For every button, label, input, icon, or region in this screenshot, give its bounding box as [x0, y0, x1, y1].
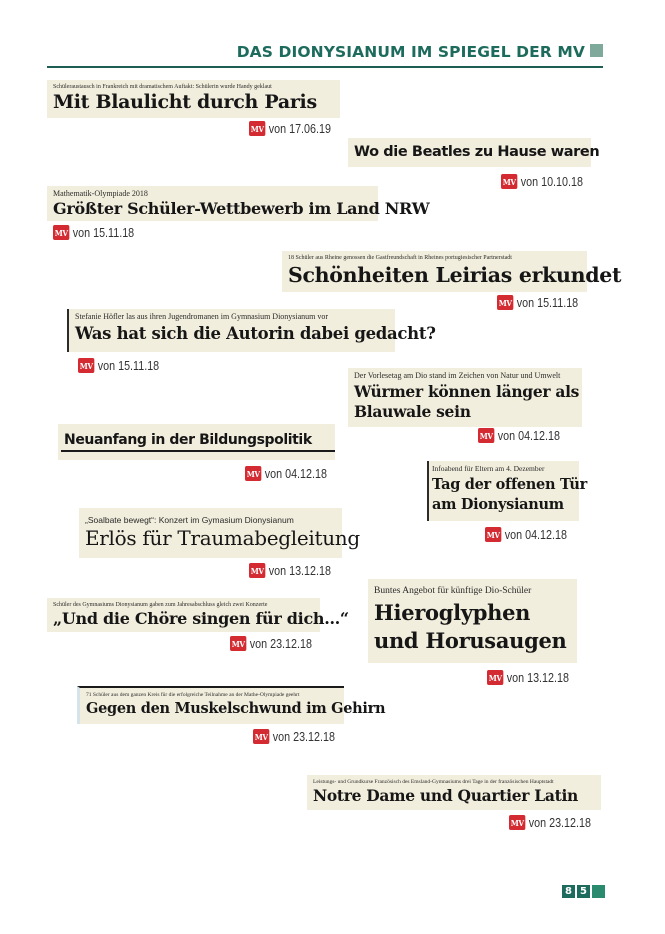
- clip-mathe-olympiade: [47, 186, 430, 221]
- clip-source: [485, 527, 567, 542]
- clip-headline-line-2: am Dionysianum: [432, 496, 564, 513]
- clip-muskelschwund: [77, 686, 386, 724]
- clip-date: von 23.12.18: [249, 636, 312, 651]
- clip-source: [245, 466, 327, 481]
- mv-logo-icon: MV: [509, 815, 525, 830]
- clip-source: [53, 225, 134, 240]
- clip-headline-line-1: Tag der offenen Tür: [432, 476, 587, 493]
- mv-logo-icon: MV: [478, 428, 494, 443]
- clip-beatles: [348, 138, 600, 167]
- clip-headline: Wo die Beatles zu Hause waren: [354, 144, 600, 160]
- mv-logo-icon: MV: [249, 563, 265, 578]
- mv-logo-icon: MV: [253, 729, 269, 744]
- clip-source: [230, 636, 312, 651]
- header-square-icon: [590, 44, 603, 57]
- clip-headline: Größter Schüler-Wettbewerb im Land NRW: [53, 199, 430, 218]
- clip-headline: Mit Blaulicht durch Paris: [53, 91, 317, 113]
- clip-hieroglyphen: [368, 579, 577, 663]
- clip-date: von 15.11.18: [72, 225, 135, 240]
- clip-headline: Schönheiten Leirias erkundet: [288, 263, 622, 287]
- clip-source: [249, 121, 331, 136]
- clip-headline-line-2: und Horusaugen: [374, 628, 567, 653]
- page-title: DAS DIONYSIANUM IM SPIEGEL DER MV: [236, 43, 585, 61]
- clip-kicker: 71 Schüler aus dem ganzen Kreis für die erfolgreiche Teilnahme an der Mathe-Olympiade geehrt: [86, 692, 300, 698]
- clip-wuermer: [348, 368, 582, 427]
- clip-date: von 17.06.19: [268, 121, 331, 136]
- page-number-digit: 5: [577, 885, 590, 898]
- clip-headline-line-2: Blauwale sein: [354, 402, 471, 421]
- mv-logo-icon: MV: [249, 121, 265, 136]
- clip-source: [253, 729, 335, 744]
- clip-headline: Neuanfang in der Bildungspolitik: [61, 430, 335, 452]
- clip-tag-offene-tuer: [427, 461, 587, 521]
- page-number-digit: 8: [562, 885, 575, 898]
- clip-source: [249, 563, 331, 578]
- clip-kicker: Schüler des Gymnasiums Dionysianum gaben zum Jahresabschluss gleich zwei Konzerte: [53, 602, 268, 608]
- clip-traumabegleitung: [79, 508, 360, 558]
- clip-source: [487, 670, 569, 685]
- page-number: [562, 885, 605, 898]
- clip-headline: Gegen den Muskelschwund im Gehirn: [86, 700, 386, 717]
- clip-date: von 15.11.18: [97, 358, 160, 373]
- clip-headline-line-1: Würmer können länger als: [354, 382, 580, 401]
- mv-logo-icon: MV: [53, 225, 69, 240]
- clip-headline: Erlös für Traumabegleitung: [85, 526, 360, 550]
- clip-source: [478, 428, 560, 443]
- clip-date: von 10.10.18: [520, 174, 583, 189]
- clip-bildungspolitik: [58, 424, 335, 460]
- clip-headline: „Und die Chöre singen für dich…“: [53, 609, 349, 628]
- mv-logo-icon: MV: [487, 670, 503, 685]
- clip-date: von 13.12.18: [268, 563, 331, 578]
- clip-choere: [47, 598, 349, 632]
- clip-date: von 23.12.18: [272, 729, 335, 744]
- clip-kicker: Der Vorlesetag am Dio stand im Zeichen von Natur und Umwelt: [354, 371, 561, 380]
- mv-logo-icon: MV: [78, 358, 94, 373]
- mv-logo-icon: MV: [230, 636, 246, 651]
- clip-date: von 04.12.18: [497, 428, 560, 443]
- clip-autorin: [67, 309, 436, 352]
- clip-source: [78, 358, 159, 373]
- clip-source: [497, 295, 578, 310]
- clip-date: von 04.12.18: [504, 527, 567, 542]
- mv-logo-icon: MV: [497, 295, 513, 310]
- clip-kicker: Leistungs- und Grundkurse Französisch des Emsland-Gymnasiums drei Tage in der französischen Hauptstadt: [313, 779, 554, 785]
- clip-headline: Notre Dame und Quartier Latin: [313, 786, 579, 805]
- clip-source: [501, 174, 583, 189]
- clip-source: [509, 815, 591, 830]
- clip-headline: Was hat sich die Autorin dabei gedacht?: [75, 324, 436, 343]
- mv-logo-icon: MV: [501, 174, 517, 189]
- clip-date: von 23.12.18: [528, 815, 591, 830]
- mv-logo-icon: MV: [245, 466, 261, 481]
- clip-kicker: Schüleraustausch in Frankreich mit dramatischem Auftakt: Schülerin wurde Handy geklaut: [53, 84, 272, 90]
- clip-kicker: Stefanie Höfler las aus ihren Jugendromanen im Gymnasium Dionysianum vor: [75, 312, 329, 321]
- clip-date: von 15.11.18: [516, 295, 579, 310]
- clip-leiria: [282, 251, 622, 292]
- page-header: [47, 38, 603, 68]
- clip-kicker: Infoabend für Eltern am 4. Dezember: [432, 464, 545, 473]
- clip-headline-line-1: Hieroglyphen: [374, 600, 531, 625]
- clip-kicker: Buntes Angebot für künftige Dio-Schüler: [374, 586, 532, 596]
- clip-kicker: „Soalbate bewegt“: Konzert im Gymasium Dionysianum: [85, 515, 294, 525]
- clip-date: von 13.12.18: [506, 670, 569, 685]
- clip-kicker: Mathematik-Olympiade 2018: [53, 189, 148, 198]
- clip-notre-dame: [307, 775, 601, 810]
- clip-blaulicht-paris: [47, 80, 340, 118]
- clip-kicker: 18 Schüler aus Rheine genossen die Gastfreundschaft in Rheines portugiesischer Partnerstadt: [288, 255, 512, 261]
- mv-logo-icon: MV: [485, 527, 501, 542]
- clip-date: von 04.12.18: [264, 466, 327, 481]
- page-number-marker: [592, 885, 605, 898]
